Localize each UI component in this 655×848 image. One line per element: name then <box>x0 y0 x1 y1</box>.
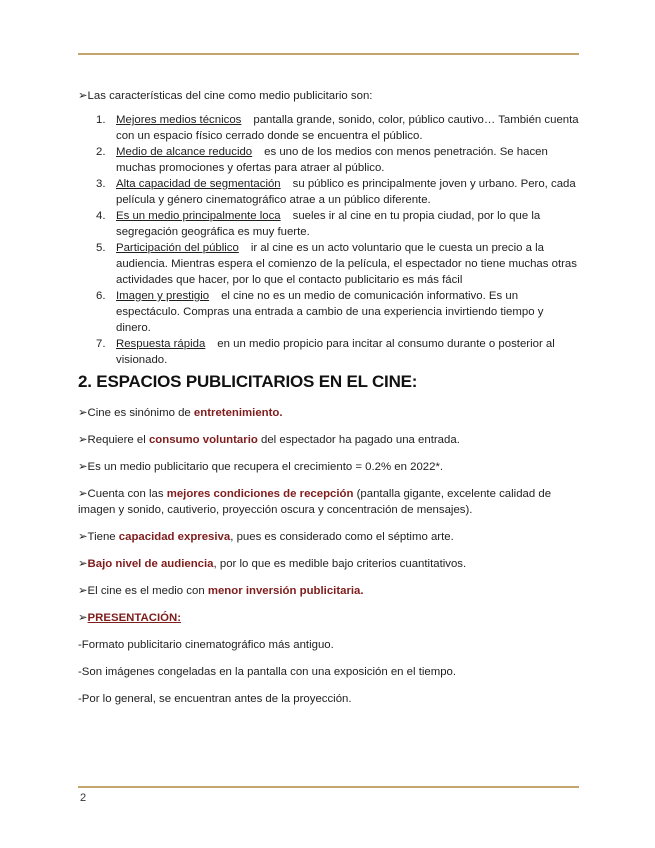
list-item-term: Es un medio principalmente loca <box>116 210 281 222</box>
paragraph-audience: ➢Bajo nivel de audiencia, por lo que es medible bajo criterios cuantitativos. <box>78 558 467 570</box>
list-item-text: su público es principalmente joven y urbano. Pero, cada película y género cinematográfico atrae a un público diferente. <box>116 178 576 206</box>
list-item: 4. Es un medio principalmente loca sueles ir al cine en tu propia ciudad, por lo que la segregación geográfica es muy fuerte. <box>96 210 541 238</box>
list-item-term: Imagen y prestigio <box>116 290 210 302</box>
highlight-text: menor inversión publicitaria. <box>207 585 364 597</box>
paragraph-format: -Formato publicitario cinematográfico más antiguo. <box>78 639 334 651</box>
list-item-term: Respuesta rápida <box>116 338 206 350</box>
paragraph-reception: ➢Cuenta con las mejores condiciones de recepción (pantalla gigante, excelente calidad de imagen y sonido, cautiverio, proyección oscura y concentración de mensajes). <box>78 488 552 516</box>
paragraph-before-projection: -Por lo general, se encuentran antes de la proyección. <box>78 693 352 705</box>
list-item: 5. Participación del público ir al cine es un acto voluntario que le cuesta un precio a la audiencia. Mientras espera el comienzo de la película, el espectador no tiene muchas otras actividades que hacer, por lo que el contacto publicitario es más fácil <box>96 242 577 286</box>
list-item-text: es uno de los medios con menos penetración. Se hacen muchas promociones y ofertas para atraer al público. <box>116 146 548 174</box>
highlight-text: entretenimiento. <box>193 407 283 419</box>
list-item-term: Mejores medios técnicos <box>116 114 242 126</box>
list-item-text: en un medio propicio para incitar al consumo durante o posterior al visionado. <box>116 338 555 366</box>
paragraph-presentation-heading: ➢PRESENTACIÓN: <box>78 612 181 624</box>
document-body <box>78 88 580 718</box>
highlight-text: Bajo nivel de audiencia <box>87 558 214 570</box>
paragraph-frozen-images: -Son imágenes congeladas en la pantalla con una exposición en el tiempo. <box>78 666 457 678</box>
paragraph-voluntary: ➢Requiere el consumo voluntario del espectador ha pagado una entrada. <box>78 434 460 446</box>
highlight-text: capacidad expresiva <box>118 531 231 543</box>
list-item-term: Participación del público <box>116 242 239 254</box>
list-item-text: el cine no es un medio de comunicación informativo. Es un espectáculo. Compras una entrada a cambio de una experiencia invirtiendo tiempo y dinero. <box>116 290 544 334</box>
paragraph-entertainment: ➢Cine es sinónimo de entretenimiento. <box>78 407 283 419</box>
list-item-text: sueles ir al cine en tu propia ciudad, por lo que la segregación geográfica es muy fuerte. <box>116 210 541 238</box>
section-heading: 2. ESPACIOS PUBLICITARIOS EN EL CINE: <box>78 372 418 391</box>
highlight-text: consumo voluntario <box>148 434 258 446</box>
intro-text: ➢Las características del cine como medio publicitario son: <box>78 90 373 102</box>
footer-rule <box>78 786 579 788</box>
list-item: 3. Alta capacidad de segmentación su público es principalmente joven y urbano. Pero, cada película y género cinematográfico atrae a un público diferente. <box>96 178 576 206</box>
list-item: 6. Imagen y prestigio el cine no es un medio de comunicación informativo. Es un espectáculo. Compras una entrada a cambio de una experiencia invirtiendo tiempo y dinero. <box>96 290 544 334</box>
list-item-term: Alta capacidad de segmentación <box>116 178 281 190</box>
list-item-text: ir al cine es un acto voluntario que le cuesta un precio a la audiencia. Mientras espera el comienzo de la película, el espectador no tiene muchas otras actividades que hacer, por lo que el contacto publicitario es más fácil <box>116 242 577 286</box>
list-item-text: pantalla grande, sonido, color, público cautivo… También cuenta con un espacio físico cerrado donde se encuentra el público. <box>116 114 579 142</box>
highlight-text: mejores condiciones de recepción <box>166 488 354 500</box>
characteristics-list <box>78 112 580 368</box>
list-item-term: Medio de alcance reducido <box>116 146 253 158</box>
list-item: 2. Medio de alcance reducido es uno de los medios con menos penetración. Se hacen muchas promociones y ofertas para atraer al público. <box>96 146 548 174</box>
paragraph-growth: ➢Es un medio publicitario que recupera el crecimiento = 0.2% en 2022*. <box>78 461 444 473</box>
highlight-text: PRESENTACIÓN: <box>87 612 181 624</box>
paragraph-investment: ➢El cine es el medio con menor inversión publicitaria. <box>78 585 364 597</box>
page-number: 2 <box>80 792 87 804</box>
paragraph-expressive: ➢Tiene capacidad expresiva, pues es considerado como el séptimo arte. <box>78 531 454 543</box>
list-item: 7. Respuesta rápida en un medio propicio para incitar al consumo durante o posterior al visionado. <box>96 338 555 366</box>
header-rule <box>78 53 579 55</box>
list-item: 1. Mejores medios técnicos pantalla grande, sonido, color, público cautivo… También cuenta con un espacio físico cerrado donde se encuentra el público. <box>96 114 579 142</box>
